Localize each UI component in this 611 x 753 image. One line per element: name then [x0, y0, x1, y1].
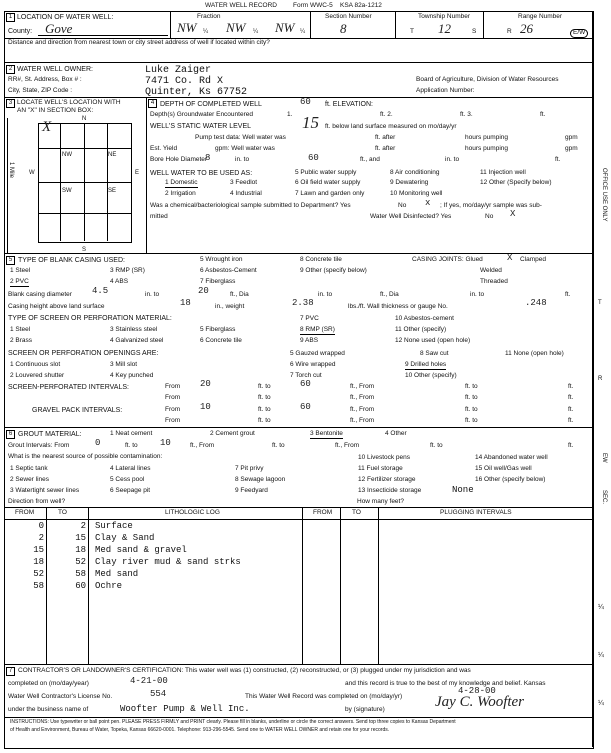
opening-other[interactable]: 10 Other (specify): [405, 372, 457, 379]
owner-address: 7471 Co. Rd X: [145, 76, 224, 87]
bore-ft2: ft.: [555, 156, 561, 163]
grout-ft4: ft., From: [335, 442, 360, 449]
instructions-line-2: of Health and Environment, Bureau of Water, Topeka, Kansas 66620-0001. Telephone: 913-296-5545. Send one to WATER WELL OWNER and retain one for your records.: [10, 727, 390, 733]
locate-label-2: AN "X" IN SECTION BOX:: [17, 107, 94, 114]
chem-rest: ; If yes, mo/day/yr sample was sub-: [440, 202, 542, 209]
license-label: Water Well Contractor's License No.: [8, 693, 113, 700]
log-desc: Med sand: [95, 569, 139, 579]
office-use-label: OFFICE USE ONLY: [601, 168, 607, 222]
south-label: S: [82, 247, 87, 253]
contam-livestock[interactable]: 10 Livestock pens: [358, 454, 411, 461]
contam-abandoned[interactable]: 14 Abandoned water well: [475, 454, 548, 461]
row-line-3: [4, 97, 592, 98]
log-col-2: [88, 507, 89, 664]
casing-height-value: 18: [180, 298, 191, 308]
groundwater-label: Depth(s) Groundwater Encountered: [150, 111, 253, 118]
mile-label: 1 Mile: [8, 162, 14, 179]
section-number-3: 3: [6, 99, 15, 108]
bore-in2: in. to: [445, 156, 460, 163]
gpi-ft2: ft., From: [350, 406, 375, 413]
openings-label: SCREEN OR PERFORATION OPENINGS ARE:: [8, 350, 159, 357]
use-domestic[interactable]: 1 Domestic: [165, 179, 198, 186]
log-desc: Clay & Sand: [95, 533, 155, 543]
gpi-to-value: 60: [300, 402, 311, 412]
contam-none-value: None: [452, 485, 474, 495]
log-header-line: [4, 519, 592, 520]
opening-louvered[interactable]: 2 Louvered shutter: [10, 372, 65, 379]
log-from: 0: [38, 521, 44, 531]
section-grid-v3: [107, 123, 108, 241]
disinfected-mark: X: [510, 209, 516, 219]
west-label: W: [29, 170, 35, 176]
row-line-7: [4, 664, 592, 665]
log-to: 60: [75, 581, 86, 591]
lithologic-log-header: LITHOLOGIC LOG: [165, 509, 220, 516]
record-completed-label: This Water Well Record was completed on (mo/day/yr): [245, 693, 403, 700]
use-irrigation[interactable]: 2 Irrigation: [165, 190, 196, 197]
gpi-ft4: ft.: [568, 406, 574, 413]
est-hours: hours pumping: [465, 145, 508, 152]
mile-line: [7, 118, 8, 254]
row-line-5: [4, 427, 592, 428]
grout-bentonite[interactable]: 3 Bentonite: [310, 430, 343, 437]
pump-ft: ft. after: [375, 134, 396, 141]
city-label: City, State, ZIP Code :: [8, 87, 73, 94]
contam-sewer[interactable]: 2 Sewer lines: [10, 476, 50, 483]
joints-mark: X: [507, 253, 513, 263]
chem-sample-label: Was a chemical/bacteriological sample submitted to Department? Yes: [150, 202, 351, 209]
log-from: 18: [33, 557, 44, 567]
fraction-3: NW: [275, 20, 295, 35]
county-value: Gove: [45, 21, 73, 36]
screen-pvc[interactable]: 7 PVC: [300, 315, 319, 322]
grout-intervals-label: Grout Intervals: From: [8, 442, 70, 449]
grout-from-value: 0: [95, 438, 101, 448]
chem-mark: x: [425, 198, 431, 208]
range-value: 26: [520, 21, 533, 36]
township-value: 12: [438, 21, 451, 36]
owner-city: Quinter, Ks 67752: [145, 87, 248, 98]
grout-other[interactable]: 4 Other: [385, 430, 407, 437]
opening-torch[interactable]: 7 Torch cut: [290, 372, 322, 379]
owner-name: Luke Zaiger: [145, 65, 212, 76]
locate-label: LOCATE WELL'S LOCATION WITH: [17, 99, 121, 106]
casing-asbestos[interactable]: 6 Asbestos-Cement: [200, 267, 257, 274]
row-line-2: [4, 62, 592, 63]
log-col-3: [302, 507, 303, 664]
est-ft: ft. after: [375, 145, 396, 152]
spi2-ft4: ft.: [568, 394, 574, 401]
screen-abs[interactable]: 9 ABS: [300, 337, 319, 344]
section-number-7: 7: [6, 667, 15, 676]
gw-3: ft. 3.: [460, 111, 473, 118]
use-monitoring[interactable]: 10 Monitoring well: [390, 190, 443, 197]
contam-lagoon[interactable]: 8 Sewage lagoon: [235, 476, 286, 483]
ksa-reference: KSA 82a-1212: [340, 2, 382, 9]
log-to: 18: [75, 545, 86, 555]
casing-concrete[interactable]: 8 Concrete tile: [300, 256, 342, 263]
log-to: 15: [75, 533, 86, 543]
opening-key-punched[interactable]: 4 Key punched: [110, 372, 154, 379]
fraction-1: NW: [177, 20, 197, 35]
spi-ft: ft. to: [258, 383, 271, 390]
depth-label: DEPTH OF COMPLETED WELL: [160, 101, 262, 108]
county-label: County:: [8, 28, 33, 35]
section-number-2: 2: [6, 65, 15, 74]
casing-height-label: Casing height above land surface: [8, 303, 105, 310]
sw-label: SW: [62, 188, 72, 194]
section-grid-v1: [60, 123, 61, 241]
spi-ft2: ft., From: [350, 383, 375, 390]
screen-steel[interactable]: 1 Steel: [10, 326, 31, 333]
joints-clamped[interactable]: Clamped: [520, 256, 547, 263]
fraction-label: Fraction: [197, 13, 221, 20]
gw-1: 1.: [287, 111, 293, 118]
grout-ft: ft. to: [125, 442, 138, 449]
contam-seepage[interactable]: 6 Seepage pit: [110, 487, 151, 494]
board-label: Board of Agriculture, Division of Water Resources: [416, 76, 559, 83]
disinfected-label: Water Well Disinfected? Yes: [370, 213, 452, 220]
gpi2-ft3: ft. to: [465, 417, 478, 424]
contamination-label: What is the nearest source of possible contamination:: [8, 453, 163, 460]
log-to: 52: [75, 557, 86, 567]
screen-rmp[interactable]: 8 RMP (SR): [300, 326, 335, 333]
ne-label: NE: [108, 152, 117, 158]
form-title: WATER WELL RECORD: [205, 2, 277, 9]
contam-watertight[interactable]: 3 Watertight sewer lines: [10, 487, 80, 494]
est-gpm2: gpm: [565, 145, 578, 152]
gw-2: ft. 2.: [380, 111, 393, 118]
row-line-4: [4, 253, 592, 254]
casing-diameter-value: 4.5: [92, 286, 109, 296]
grout-ft2: ft., From: [190, 442, 215, 449]
casing-weight-value: 2.38: [292, 298, 314, 308]
casing-diameter-ft2: ft., Dia: [380, 291, 399, 298]
joints-threaded[interactable]: Threaded: [480, 278, 508, 285]
quarter-2: ¼: [253, 29, 259, 35]
grout-ft6: ft.: [568, 442, 574, 449]
use-other[interactable]: 12 Other (Specify below): [480, 179, 552, 186]
log-desc: Clay river mud & sand strks: [95, 557, 241, 567]
signature-label: by (signature): [345, 706, 385, 713]
casing-abs[interactable]: 4 ABS: [110, 278, 129, 285]
county-underline: [38, 35, 168, 36]
row-line-6: [4, 507, 592, 508]
sidebar-r: R: [598, 376, 603, 382]
log-desc: Med sand & gravel: [95, 545, 187, 555]
contam-other[interactable]: 16 Other (specify below): [475, 476, 546, 483]
log-from: 15: [33, 545, 44, 555]
casing-other[interactable]: 9 Other (specify below): [300, 267, 367, 274]
range-ew: E/W: [570, 29, 588, 38]
gpi2-ft: ft. to: [258, 417, 271, 424]
spi-ft3: ft. to: [465, 383, 478, 390]
distance-label: Distance and direction from nearest town or city street address of well if located within city?: [8, 39, 270, 46]
contam-fuel[interactable]: 11 Fuel storage: [358, 465, 403, 472]
spi-from-value: 20: [200, 379, 211, 389]
township-t: T: [410, 28, 414, 35]
est-gpm: gpm: Well water was: [215, 145, 275, 152]
submitted-label: mitted: [150, 213, 168, 220]
casing-diameter-in: in. to: [145, 291, 160, 298]
spi-ft4: ft.: [568, 383, 574, 390]
spi-to-value: 60: [300, 379, 311, 389]
log-col-1: [46, 507, 47, 664]
log-col-4: [340, 507, 341, 664]
contam-privy[interactable]: 7 Pit privy: [235, 465, 264, 472]
log-from: 52: [33, 569, 44, 579]
static-level-label: WELL'S STATIC WATER LEVEL: [150, 123, 252, 130]
bore-value: 8: [205, 153, 211, 163]
quarter-1: ¼: [203, 29, 209, 35]
screen-concrete[interactable]: 6 Concrete tile: [200, 337, 242, 344]
gw-ft: ft.: [540, 111, 546, 118]
sidebar-quarter-3: ¼: [598, 700, 604, 707]
contam-insecticide[interactable]: 13 Insecticide storage: [358, 487, 422, 494]
screen-fiberglass[interactable]: 5 Fiberglass: [200, 326, 236, 333]
casing-rmp[interactable]: 3 RMP (SR): [110, 267, 145, 274]
casing-steel[interactable]: 1 Steel: [10, 267, 31, 274]
divider-fraction: [170, 11, 171, 38]
est-yield-label: Est. Yield: [150, 145, 178, 152]
quarter-3: ¼: [300, 29, 306, 35]
section-box[interactable]: [38, 123, 132, 243]
casing-diameter-to: 20: [198, 286, 209, 296]
fraction-2: NW: [226, 20, 246, 35]
bore-in: in. to: [235, 156, 250, 163]
casing-diameter-ft3: ft.: [565, 291, 571, 298]
casing-diameter-in3: in. to: [470, 291, 485, 298]
instructions-line-1: INSTRUCTIONS: Use typewriter or ball point pen. PLEASE PRESS FIRMLY and PRINT clearly. Please fill in blanks, underline or circle the correct answers. Send top three copies to Kansas Department: [10, 719, 456, 725]
range-label: Range Number: [518, 13, 563, 20]
certification-line-1: CONTRACTOR'S OR LANDOWNER'S CERTIFICATION: This water well was (1) constructed, (2) reconstructed, or (3) plugged under my jurisdiction and was: [18, 667, 471, 674]
opening-saw[interactable]: 8 Saw cut: [420, 350, 449, 357]
location-mark: X: [42, 119, 52, 135]
sidebar-ew: EW: [601, 453, 607, 463]
owner-label: WATER WELL OWNER:: [17, 66, 93, 73]
section-grid-v2: [84, 123, 85, 241]
screen-none[interactable]: 12 None used (open hole): [395, 337, 471, 344]
certification-line-2: and this record is true to the best of my knowledge and belief. Kansas: [345, 680, 546, 687]
depth-value: 60: [300, 97, 311, 107]
joints-welded[interactable]: Welded: [480, 267, 502, 274]
elevation-label: ft. ELEVATION:: [325, 101, 373, 108]
bore-ft: ft., and: [360, 156, 380, 163]
plugging-intervals-header: PLUGGING INTERVALS: [440, 509, 512, 516]
township-label: Township Number: [418, 13, 471, 20]
sidebar-quarter-2: ¼: [598, 652, 604, 659]
screen-material-label: TYPE OF SCREEN OR PERFORATION MATERIAL:: [8, 315, 172, 322]
gpi2-ft4: ft.: [568, 417, 574, 424]
use-air[interactable]: 8 Air conditioning: [390, 169, 440, 176]
opening-wire[interactable]: 6 Wire wrapped: [290, 361, 336, 368]
use-dewatering[interactable]: 9 Dewatering: [390, 179, 429, 186]
grout-cement-grout[interactable]: 2 Cement grout: [210, 430, 255, 437]
casing-wrought-iron[interactable]: 5 Wrought iron: [200, 256, 243, 263]
log-to-header: TO: [58, 509, 67, 516]
screen-asbestos[interactable]: 10 Asbestos-cement: [395, 315, 454, 322]
row-line-8: [4, 717, 592, 718]
casing-weight-rest: lbs./ft. Wall thickness or gauge No.: [348, 303, 448, 310]
spi-from: From: [165, 383, 181, 390]
plug-to-header: TO: [352, 509, 361, 516]
direction-label: Direction from well?: [8, 498, 66, 505]
contam-feedyard[interactable]: 9 Feedyard: [235, 487, 268, 494]
grout-to-value: 10: [160, 438, 171, 448]
bore-label: Bore Hole Diameter: [150, 156, 208, 163]
spi2-ft3: ft. to: [465, 394, 478, 401]
pump-hours: hours pumping: [465, 134, 508, 141]
use-feedlot[interactable]: 3 Feedlot: [230, 179, 258, 186]
bore-to: 60: [308, 153, 319, 163]
static-level-value: 15: [302, 113, 319, 132]
sidebar-edge: [592, 11, 593, 747]
casing-diameter-label: Blank casing diameter: [8, 291, 72, 298]
completed-date: 4-21-00: [130, 676, 168, 686]
form-number: Form WWC-5: [293, 2, 333, 9]
screen-other[interactable]: 11 Other (specify): [395, 326, 447, 333]
contam-cess[interactable]: 5 Cess pool: [110, 476, 145, 483]
use-lawn[interactable]: 7 Lawn and garden only: [295, 190, 365, 197]
gpi-ft: ft. to: [258, 406, 271, 413]
section-number-4: 4: [148, 99, 157, 108]
business-label: under the business name of: [8, 706, 89, 713]
business-name: Woofter Pump & Well Inc.: [120, 704, 250, 714]
divider-section: [310, 11, 311, 38]
log-desc: Ochre: [95, 581, 123, 591]
section-number-label: Section Number: [325, 13, 372, 20]
east-label: E: [135, 170, 140, 176]
plug-from-header: FROM: [313, 509, 333, 516]
section-number-1: 1: [6, 13, 15, 22]
screen-brass[interactable]: 2 Brass: [10, 337, 33, 344]
casing-diameter-ft: ft., Dia: [230, 291, 249, 298]
section3-divider: [146, 97, 147, 253]
log-to: 58: [75, 569, 86, 579]
application-number-label: Application Number:: [416, 87, 475, 94]
log-from-header: FROM: [15, 509, 35, 516]
casing-height-in: in., weight: [215, 303, 245, 310]
gauge-value: .248: [525, 298, 547, 308]
grout-ft3: ft. to: [272, 442, 285, 449]
chem-no[interactable]: No: [398, 202, 407, 209]
use-label: WELL WATER TO BE USED AS:: [150, 170, 253, 177]
static-level-rest: ft. below land surface measured on mo/day/yr: [325, 123, 457, 130]
grout-label: GROUT MATERIAL:: [18, 431, 82, 438]
nw-label: NW: [62, 152, 72, 158]
spi2-ft: ft. to: [258, 394, 271, 401]
pump-gpm: gpm: [565, 134, 578, 141]
spi2-from: From: [165, 394, 181, 401]
blank-casing-label: TYPE OF BLANK CASING USED:: [18, 257, 125, 264]
use-oil-field[interactable]: 6 Oil field water supply: [295, 179, 361, 186]
grout-ft5: ft. to: [430, 442, 443, 449]
north-label: N: [82, 116, 87, 122]
gpi-from: From: [165, 406, 181, 413]
grout-neat-cement[interactable]: 1 Neat cement: [110, 430, 153, 437]
contam-lateral[interactable]: 4 Lateral lines: [110, 465, 151, 472]
spi2-ft2: ft., From: [350, 394, 375, 401]
casing-fiberglass[interactable]: 7 Fiberglass: [200, 278, 236, 285]
pump-test-label: Pump test data: Well water was: [195, 134, 286, 141]
casing-pvc[interactable]: 2 PVC: [10, 278, 29, 285]
screen-galvanized[interactable]: 4 Galvanized steel: [110, 337, 164, 344]
opening-gauzed[interactable]: 5 Gauzed wrapped: [290, 350, 345, 357]
section-number-5: 5: [6, 256, 15, 265]
outer-frame: [4, 11, 594, 749]
section-number-value: 8: [340, 21, 347, 36]
sidebar-t: T: [598, 300, 602, 306]
opening-none[interactable]: 11 None (open hole): [505, 350, 564, 357]
contam-septic[interactable]: 1 Septic tank: [10, 465, 48, 472]
gpi2-from: From: [165, 417, 181, 424]
use-industrial[interactable]: 4 Industrial: [230, 190, 262, 197]
section-number-6: 6: [6, 430, 15, 439]
joints-label: CASING JOINTS: Glued: [412, 256, 483, 263]
log-col-5: [378, 507, 379, 664]
divider-range: [483, 11, 484, 38]
completed-label: completed on (mo/day/year): [8, 680, 89, 687]
contam-fertilizer[interactable]: 12 Fertilizer storage: [358, 476, 416, 483]
opening-mill-slot[interactable]: 3 Mill slot: [110, 361, 138, 368]
license-number: 554: [150, 689, 167, 699]
gravel-pack-label: GRAVEL PACK INTERVALS:: [32, 407, 123, 414]
gpi-ft3: ft. to: [465, 406, 478, 413]
screen-stainless[interactable]: 3 Stainless steel: [110, 326, 158, 333]
casing-diameter-in2: in. to: [318, 291, 333, 298]
gpi-from-value: 10: [200, 402, 211, 412]
disinfected-no[interactable]: No: [485, 213, 494, 220]
contam-oil-gas[interactable]: 15 Oil well/Gas well: [475, 465, 532, 472]
log-to: 2: [80, 521, 86, 531]
contractor-signature: Jay C. Woofter: [435, 694, 525, 710]
screen-intervals-label: SCREEN-PERFORATED INTERVALS:: [8, 384, 129, 391]
opening-continuous[interactable]: 1 Continuous slot: [10, 361, 61, 368]
address-label: RR#, St. Address, Box # :: [8, 76, 82, 83]
log-from: 58: [33, 581, 44, 591]
how-many-feet-label: How many feet?: [357, 498, 404, 505]
location-label: LOCATION OF WATER WELL:: [17, 14, 114, 21]
sidebar-quarter-1: ¼: [598, 604, 604, 611]
range-r: R: [507, 28, 512, 35]
divider-township: [395, 11, 396, 38]
log-from: 2: [38, 533, 44, 543]
record-completed-date: 4-28-00: [458, 686, 496, 696]
gpi2-ft2: ft., From: [350, 417, 375, 424]
use-injection[interactable]: 11 Injection well: [480, 169, 526, 176]
use-public[interactable]: 5 Public water supply: [295, 169, 357, 176]
log-desc: Surface: [95, 521, 133, 531]
opening-drilled[interactable]: 9 Drilled holes: [405, 361, 447, 368]
township-s: S: [472, 28, 477, 35]
sidebar-sec: SEC.: [601, 490, 607, 505]
se-label: SE: [108, 188, 117, 194]
